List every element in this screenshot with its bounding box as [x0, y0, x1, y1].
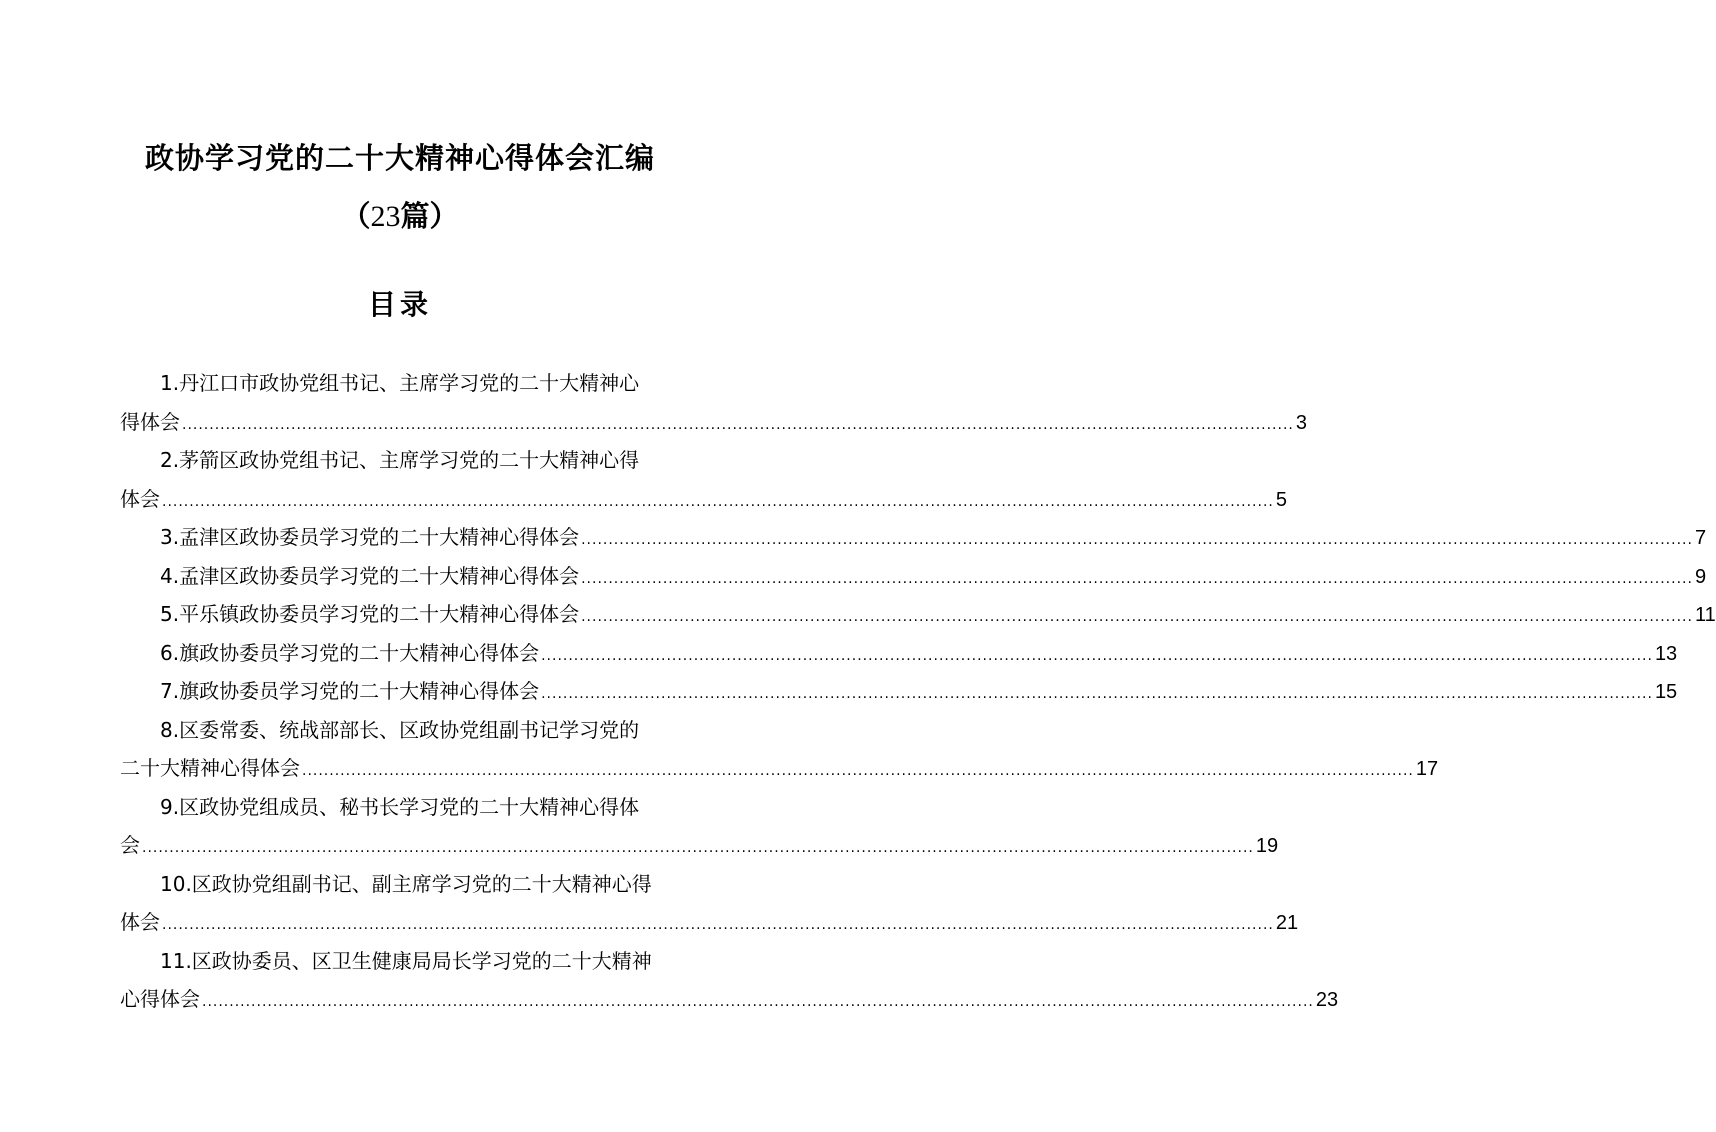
toc-page-number: 9: [1694, 565, 1707, 588]
toc-heading: 目录: [367, 288, 432, 321]
toc-entry-title: 4.孟津区政协委员学习党的二十大精神心得体会: [160, 563, 580, 588]
toc-leader-dots: [581, 560, 1693, 599]
toc-page-number: 15: [1654, 681, 1678, 703]
toc-leader-dots: [202, 983, 1314, 1022]
subtitle-unit: 篇）: [400, 199, 459, 233]
toc-entry-title: 11.区政协委员、区卫生健康局局长学习党的二十大精神: [160, 948, 652, 973]
table-of-contents: [120, 364, 1716, 1019]
toc-leader-dots: [581, 598, 1693, 637]
toc-page-number: 3: [1295, 411, 1307, 434]
toc-entry-title: 10.区政协党组副书记、副主席学习党的二十大精神心得: [160, 871, 652, 896]
toc-entry[interactable]: [120, 441, 1287, 518]
toc-page-number: 19: [1255, 835, 1279, 857]
toc-page-number: 21: [1275, 912, 1299, 934]
toc-leader-dots: [302, 752, 1414, 791]
toc-entry-title: 8.区委常委、统战部部长、区政协党组副书记学习党的: [160, 717, 640, 742]
toc-entry-title: 2.茅箭区政协党组书记、主席学习党的二十大精神心得: [160, 448, 640, 472]
toc-entry-title: 5.平乐镇政协委员学习党的二十大精神心得体会: [160, 602, 580, 626]
toc-leader-dots: [541, 675, 1653, 714]
toc-leader-dots: [182, 406, 1294, 445]
toc-entry[interactable]: [120, 634, 1678, 673]
subtitle-count: 23: [370, 200, 401, 233]
toc-entry-title: 7.旗政协委员学习党的二十大精神心得体会: [160, 679, 540, 703]
toc-entry-title: 6.旗政协委员学习党的二十大精神心得体会: [160, 640, 540, 665]
toc-entry-title: 9.区政协党组成员、秘书长学习党的二十大精神心得体: [160, 794, 640, 819]
document-subtitle: [0, 194, 800, 239]
toc-entry[interactable]: [120, 595, 1716, 634]
toc-entry-title-cont: 会: [120, 833, 140, 857]
toc-entry[interactable]: [120, 557, 1707, 596]
toc-page-number: 17: [1415, 758, 1439, 780]
toc-entry[interactable]: [120, 672, 1678, 711]
toc-entry[interactable]: [120, 788, 1279, 865]
toc-entry-title-cont: 得体会: [120, 409, 180, 434]
toc-page-number: 5: [1275, 488, 1287, 511]
toc-page-number: 13: [1654, 642, 1678, 665]
toc-page-number: 11: [1694, 604, 1716, 626]
toc-entry[interactable]: [120, 364, 1307, 441]
document-title: 政协学习党的二十大精神心得体会汇编: [144, 141, 655, 175]
toc-entry-title: 3.孟津区政协委员学习党的二十大精神心得体会: [160, 525, 580, 549]
toc-entry-title-cont: 二十大精神心得体会: [120, 756, 300, 780]
toc-leader-dots: [581, 521, 1693, 560]
toc-entry-title-cont: 体会: [120, 910, 160, 934]
toc-entry[interactable]: [120, 942, 1339, 1019]
toc-leader-dots: [541, 637, 1653, 676]
subtitle-open-paren: （: [341, 199, 371, 233]
toc-page-number: 23: [1315, 989, 1339, 1011]
toc-page-number: 7: [1694, 527, 1707, 549]
toc-entry[interactable]: [120, 518, 1707, 557]
toc-entry-title: 1.丹江口市政协党组书记、主席学习党的二十大精神心: [160, 371, 640, 395]
toc-leader-dots: [162, 906, 1274, 945]
toc-leader-dots: [142, 829, 1254, 868]
toc-entry-title-cont: 心得体会: [120, 987, 200, 1011]
toc-leader-dots: [162, 483, 1274, 522]
toc-entry[interactable]: [120, 865, 1299, 942]
toc-entry[interactable]: [120, 711, 1439, 788]
toc-entry-title-cont: 体会: [120, 486, 160, 511]
